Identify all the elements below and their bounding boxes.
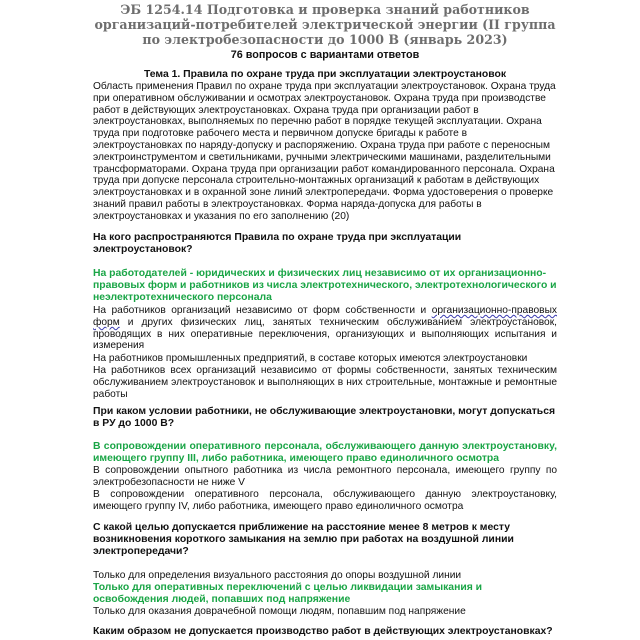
question-1-correct-answer: На работодателей - юридических и физических лиц независимо от их организационно-правовых форм и работников из числа электротехнического, электротехнологического и неэлектротехнического персонала [93, 268, 557, 304]
question-4: Каким образом не допускается производство работ в действующих электроустановках? [93, 626, 553, 637]
document-title: ЭБ 1254.14 Подготовка и проверка знаний работников организаций-потребителей электрической энергии (II группа по электробезопасности до 1000 В (январь 2023) [94, 2, 556, 48]
question-1: На кого распространяются Правила по охране труда при эксплуатации электроустановок? [93, 232, 462, 256]
spellcheck-underline: организационно-правовых форм [93, 305, 557, 328]
option-text: На работников организаций независимо от форм собственности и [93, 305, 432, 316]
question-3-option-2: Только для оказания доврачебной помощи людям, попавшим под напряжение [93, 606, 466, 617]
question-1-option-1 [93, 305, 557, 352]
section-intro: Область применения Правил по охране труда при эксплуатации электроустановок. Охрана труда при оперативном обслуживании и осмотрах электроустановок. Охрана труда при производстве работ в действующих электроустановках. Охрана труда при организации работ в электроустановках, выполняемых по перечню работ в порядке текущей эксплуатации. Охрана труда при подготовке рабочего места и первичном допуске бригады к работе в электроустановках по наряду-допуску и распоряжению. Охрана труда при работе с переносным электроинструментом и светильниками, ручными электрическими машинами, разделительными трансформаторами. Охрана труда при организации работ командированного персонала. Охрана труда при допуске персонала строительно-монтажных организаций к работам в действующих электроустановках и в охранной зоне линий электропередачи. Форма удостоверения о проверке знаний правил работы в электроустановках. Форма наряда-допуска для работы в электроустановках и указания по его заполнению (20) [93, 81, 556, 222]
question-3: С какой целью допускается приближение на расстояние менее 8 метров к месту возникновения короткого замыкания на землю при работах на воздушной линии электропередачи? [93, 522, 514, 558]
question-1-option-3: На работников всех организаций независимо от формы собственности, занятых техническим обслуживанием электроустановок и выполняющих в них строительные, монтажные и ремонтные работы [93, 365, 557, 400]
question-2-option-2: В сопровождении оперативного персонала, обслуживающего данную электроустановку, имеющего группу IV, либо работника, имеющего право единоличного осмотра [93, 489, 557, 512]
question-2-option-1: В сопровождении опытного работника из числа ремонтного персонала, имеющего группу по электробезопасности не ниже V [93, 465, 557, 488]
section-title: Тема 1. Правила по охране труда при эксплуатации электроустановок [143, 69, 507, 80]
question-3-option-1: Только для определения визуального расстояния до опоры воздушной линии [93, 570, 462, 581]
question-1-option-2: На работников промышленных предприятий, в составе которых имеются электроустановки [93, 353, 528, 364]
option-text: и других физических лиц, занятых техническим обслуживанием электроустановок, проводящих в них оперативные переключения, организующих и выполняющих испытания и измерения [93, 316, 557, 352]
question-2-correct-answer: В сопровождении оперативного персонала, обслуживающего данную электроустановку, имеющего группу III, либо работника, имеющего право единоличного осмотра [93, 441, 557, 465]
document-subtitle: 76 вопросов с вариантами ответов [230, 49, 420, 61]
question-2: При каком условии работники, не обслуживающие электроустановки, могут допускаться в РУ до 1000 В? [93, 406, 556, 430]
question-3-correct-answer: Только для оперативных переключений с целью ликвидации замыкания и освобождения людей, попавших под напряжение [93, 582, 483, 606]
